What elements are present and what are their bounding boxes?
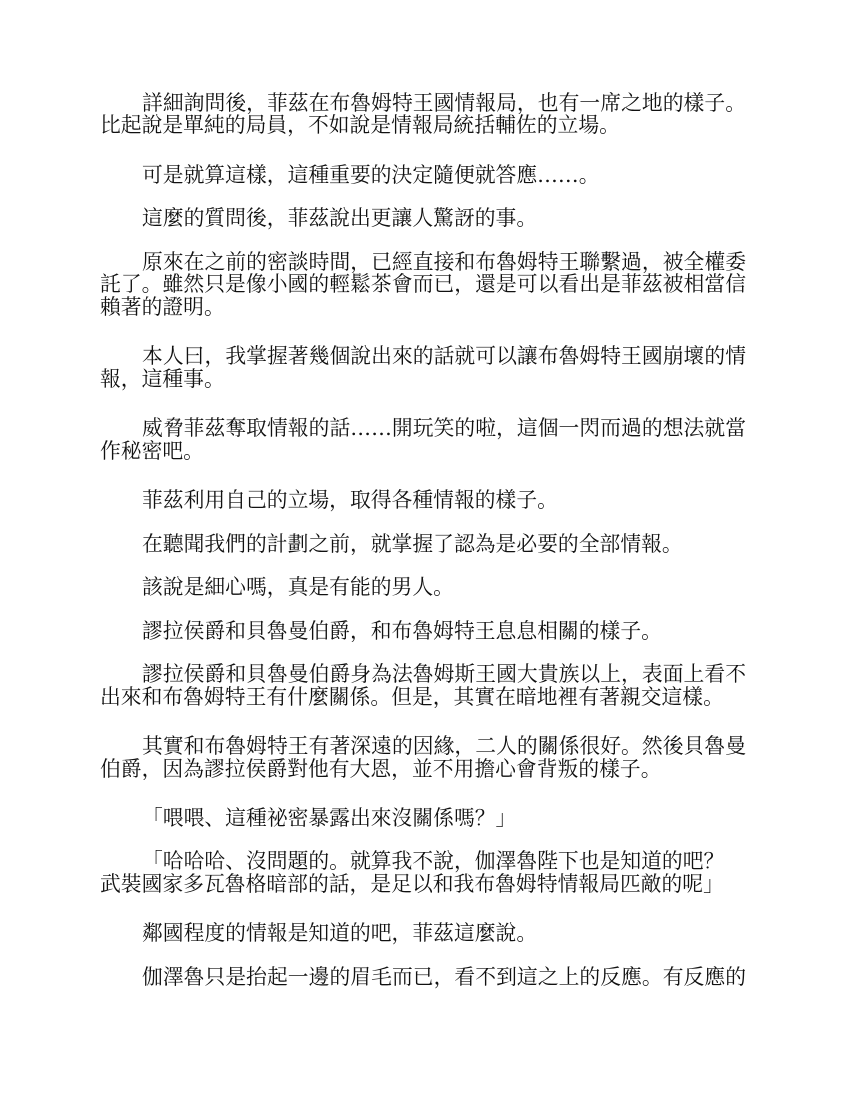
- paragraph: [100, 663, 746, 708]
- text-line: 武裝國家多瓦魯格暗部的話，是足以和我布魯姆特情報局匹敵的呢」: [100, 873, 724, 896]
- text-line: 詳細詢問後，菲茲在布魯姆特王國情報局，也有一席之地的樣子。: [142, 91, 746, 115]
- text-line: 出來和布魯姆特王有什麼關係。但是，其實在暗地裡有著親交這樣。: [100, 685, 724, 709]
- paragraph: [100, 620, 746, 643]
- paragraph: [100, 533, 746, 556]
- paragraph: [100, 966, 746, 989]
- text-line: 比起說是單純的局員，不如說是情報局統括輔佐的立場。: [100, 114, 620, 137]
- paragraph: [100, 735, 746, 780]
- text-line: 鄰國程度的情報是知道的吧，菲茲這麼說。: [142, 922, 538, 946]
- text-line: 其實和布魯姆特王有著深遠的因緣，二人的關係很好。然後貝魯曼: [142, 735, 746, 758]
- paragraph: [100, 164, 746, 187]
- text-line: 原來在之前的密談時間，已經直接和布魯姆特王聯繫過，被全權委: [142, 250, 746, 274]
- paragraph: [100, 807, 746, 830]
- text-line: 可是就算這樣，這種重要的決定隨便就答應……。: [142, 163, 600, 187]
- text-line: 在聽聞我們的計劃之前，就掌握了認為是必要的全部情報。: [142, 532, 683, 556]
- paragraph: [100, 417, 746, 462]
- document-body: [100, 92, 746, 1010]
- text-line: 該說是細心嗎，真是有能的男人。: [142, 576, 454, 599]
- text-line: 伯爵，因為謬拉侯爵對他有大恩，並不用擔心會背叛的樣子。: [100, 757, 662, 781]
- paragraph: [100, 489, 746, 512]
- text-line: 伽澤魯只是抬起一邊的眉毛而已，看不到這之上的反應。有反應的: [142, 965, 746, 989]
- text-line: 謬拉侯爵和貝魯曼伯爵身為法魯姆斯王國大貴族以上，表面上看不: [142, 663, 746, 686]
- text-line: 本人曰，我掌握著幾個說出來的話就可以讓布魯姆特王國崩壞的情: [142, 345, 746, 368]
- text-line: 這麼的質問後，菲茲說出更讓人驚訝的事。: [142, 207, 538, 230]
- paragraph: [100, 207, 746, 230]
- paragraph: [100, 922, 746, 945]
- text-line: 威脅菲茲奪取情報的話……開玩笑的啦，這個一閃而過的想法就當: [142, 417, 746, 440]
- paragraph: [100, 576, 746, 599]
- text-line: 謬拉侯爵和貝魯曼伯爵，和布魯姆特王息息相關的樣子。: [142, 619, 662, 643]
- paragraph: [100, 850, 746, 895]
- paragraph: [100, 251, 746, 319]
- text-line: 託了。雖然只是像小國的輕鬆茶會而已，還是可以看出是菲茲被相當信: [100, 273, 746, 296]
- text-line: 菲茲利用自己的立場，取得各種情報的樣子。: [142, 489, 558, 512]
- paragraph: [100, 345, 746, 390]
- text-line: 賴著的證明。: [100, 295, 225, 319]
- text-line: 報，這種事。: [100, 367, 225, 391]
- paragraph: [100, 92, 746, 137]
- text-line: 作秘密吧。: [100, 439, 204, 463]
- text-line: 「喂喂、這種祕密暴露出來沒關係嗎？」: [142, 807, 517, 830]
- text-line: 「哈哈哈、沒問題的。就算我不說，伽澤魯陛下也是知道的吧？: [142, 850, 725, 874]
